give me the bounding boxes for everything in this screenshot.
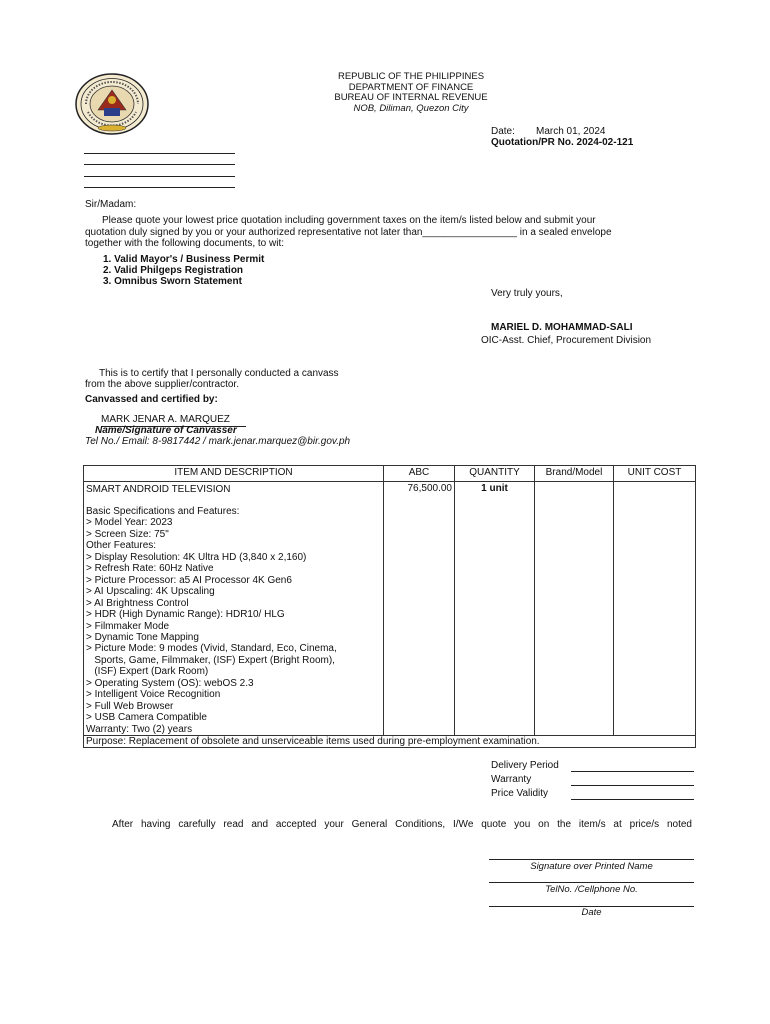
requirement-item: 3. Omnibus Sworn Statement bbox=[103, 276, 242, 287]
salutation: Sir/Madam: bbox=[85, 199, 137, 210]
header-address: NOB, Diliman, Quezon City bbox=[353, 102, 469, 114]
spec-line: Sports, Game, Filmmaker, (ISF) Expert (Bright Room), bbox=[86, 654, 335, 666]
header-unit-cost: UNIT COST bbox=[614, 466, 696, 482]
header-item-description: ITEM AND DESCRIPTION bbox=[84, 466, 384, 482]
spec-line: > Operating System (OS): webOS 2.3 bbox=[86, 677, 254, 689]
letter-body bbox=[85, 215, 612, 250]
spec-line: Basic Specifications and Features: bbox=[86, 506, 240, 517]
items-table bbox=[83, 465, 696, 748]
certify-line-1: This is to certify that I personally conducted a canvass bbox=[99, 368, 339, 379]
letter-body-line-1: Please quote your lowest price quotation including government taxes on the item/s listed below and submit your bbox=[102, 215, 596, 226]
table-header-row bbox=[84, 466, 696, 482]
telephone-line[interactable] bbox=[489, 882, 694, 883]
warranty-field[interactable] bbox=[571, 785, 694, 786]
supplier-line-3 bbox=[84, 176, 235, 177]
header-quantity: QUANTITY bbox=[455, 466, 535, 482]
header-brand-model: Brand/Model bbox=[535, 466, 614, 482]
signature-date-label: Date bbox=[581, 907, 602, 918]
signature-label: Signature over Printed Name bbox=[530, 861, 653, 872]
item-name: SMART ANDROID TELEVISION bbox=[86, 484, 231, 495]
spec-line: > Model Year: 2023 bbox=[86, 517, 173, 529]
signatory-title: OIC-Asst. Chief, Procurement Division bbox=[481, 335, 652, 346]
spec-line: (ISF) Expert (Dark Room) bbox=[86, 666, 209, 678]
spec-line: > Intelligent Voice Recognition bbox=[86, 689, 221, 701]
date-value: March 01, 2024 bbox=[536, 126, 606, 137]
price-validity-field[interactable] bbox=[571, 799, 694, 800]
quantity-cell: 1 unit bbox=[455, 482, 535, 736]
requirement-item: 2. Valid Philgeps Registration bbox=[103, 265, 244, 276]
purpose-row bbox=[84, 736, 696, 748]
header-abc: ABC bbox=[384, 466, 455, 482]
requirements-list bbox=[103, 254, 264, 287]
certified-by-label: Canvassed and certified by: bbox=[85, 394, 218, 405]
certify-line-2: from the above supplier/contractor. bbox=[85, 379, 239, 390]
letter-body-line-3: together with the following documents, to wit: bbox=[85, 238, 284, 249]
table-row bbox=[84, 482, 696, 736]
unit-cost-cell[interactable] bbox=[614, 482, 696, 736]
canvasser-caption: Name/Signature of Canvasser bbox=[95, 425, 237, 436]
delivery-period-field[interactable] bbox=[571, 771, 694, 772]
spec-line: Other Features: bbox=[86, 540, 157, 552]
spec-line: > HDR (High Dynamic Range): HDR10/ HLG bbox=[86, 609, 285, 621]
telephone-label: TelNo. /Cellphone No. bbox=[545, 884, 638, 895]
canvasser-contact: Tel No./ Email: 8-9817442 / mark.jenar.marquez@bir.gov.ph bbox=[85, 436, 351, 447]
agency-header bbox=[300, 72, 522, 114]
spec-list bbox=[86, 506, 381, 735]
header-line-bureau: BUREAU OF INTERNAL REVENUE bbox=[334, 92, 488, 103]
purpose-text: Purpose: Replacement of obsolete and unserviceable items used during pre-employment examination. bbox=[84, 736, 696, 748]
supplier-line-2 bbox=[84, 164, 235, 165]
requirement-item: 1. Valid Mayor's / Business Permit bbox=[103, 254, 265, 265]
header-line-department: DEPARTMENT OF FINANCE bbox=[348, 81, 474, 93]
date-label: Date: bbox=[491, 126, 515, 137]
warranty-label: Warranty bbox=[491, 774, 532, 785]
spec-line: > USB Camera Compatible bbox=[86, 712, 207, 724]
spec-line: > Full Web Browser bbox=[86, 700, 174, 712]
supplier-line-4 bbox=[84, 187, 235, 188]
brand-model-cell[interactable] bbox=[535, 482, 614, 736]
letter-body-line-2: quotation duly signed by you or your authorized representative not later than_________________ in a sealed envelope bbox=[85, 226, 612, 238]
item-description-cell bbox=[84, 482, 384, 736]
signature-line[interactable] bbox=[489, 859, 694, 860]
spec-line: > Screen Size: 75" bbox=[86, 528, 169, 540]
abc-cell: 76,500.00 bbox=[384, 482, 455, 736]
spec-line: > Picture Processor: a5 AI Processor 4K Gen6 bbox=[86, 574, 292, 586]
spec-line: > AI Brightness Control bbox=[86, 597, 189, 609]
spec-line: > Display Resolution: 4K Ultra HD (3,840 x 2,160) bbox=[86, 551, 307, 563]
delivery-period-label: Delivery Period bbox=[491, 760, 559, 771]
bir-seal-logo bbox=[74, 72, 150, 136]
spec-line: > Dynamic Tone Mapping bbox=[86, 631, 199, 643]
canvasser-name: MARK JENAR A. MARQUEZ bbox=[101, 414, 246, 427]
quotation-number: Quotation/PR No. 2024-02-121 bbox=[491, 137, 634, 148]
signatory-name: MARIEL D. MOHAMMAD-SALI bbox=[491, 322, 633, 333]
quote-statement: After having carefully read and accepted your General Conditions, I/We quote you on the item/s at price/s noted bbox=[112, 819, 692, 830]
spec-line: > Picture Mode: 9 modes (Vivid, Standard, Eco, Cinema, bbox=[86, 643, 337, 655]
spec-line: > Refresh Rate: 60Hz Native bbox=[86, 563, 214, 575]
spec-line: Warranty: Two (2) years bbox=[86, 723, 193, 735]
price-validity-label: Price Validity bbox=[491, 788, 549, 799]
closing-text: Very truly yours, bbox=[491, 288, 563, 299]
spec-line: > Filmmaker Mode bbox=[86, 620, 170, 632]
header-line-republic: REPUBLIC OF THE PHILIPPINES bbox=[337, 71, 485, 82]
spec-line: > AI Upscaling: 4K Upscaling bbox=[86, 586, 215, 598]
supplier-line-1 bbox=[84, 153, 235, 154]
